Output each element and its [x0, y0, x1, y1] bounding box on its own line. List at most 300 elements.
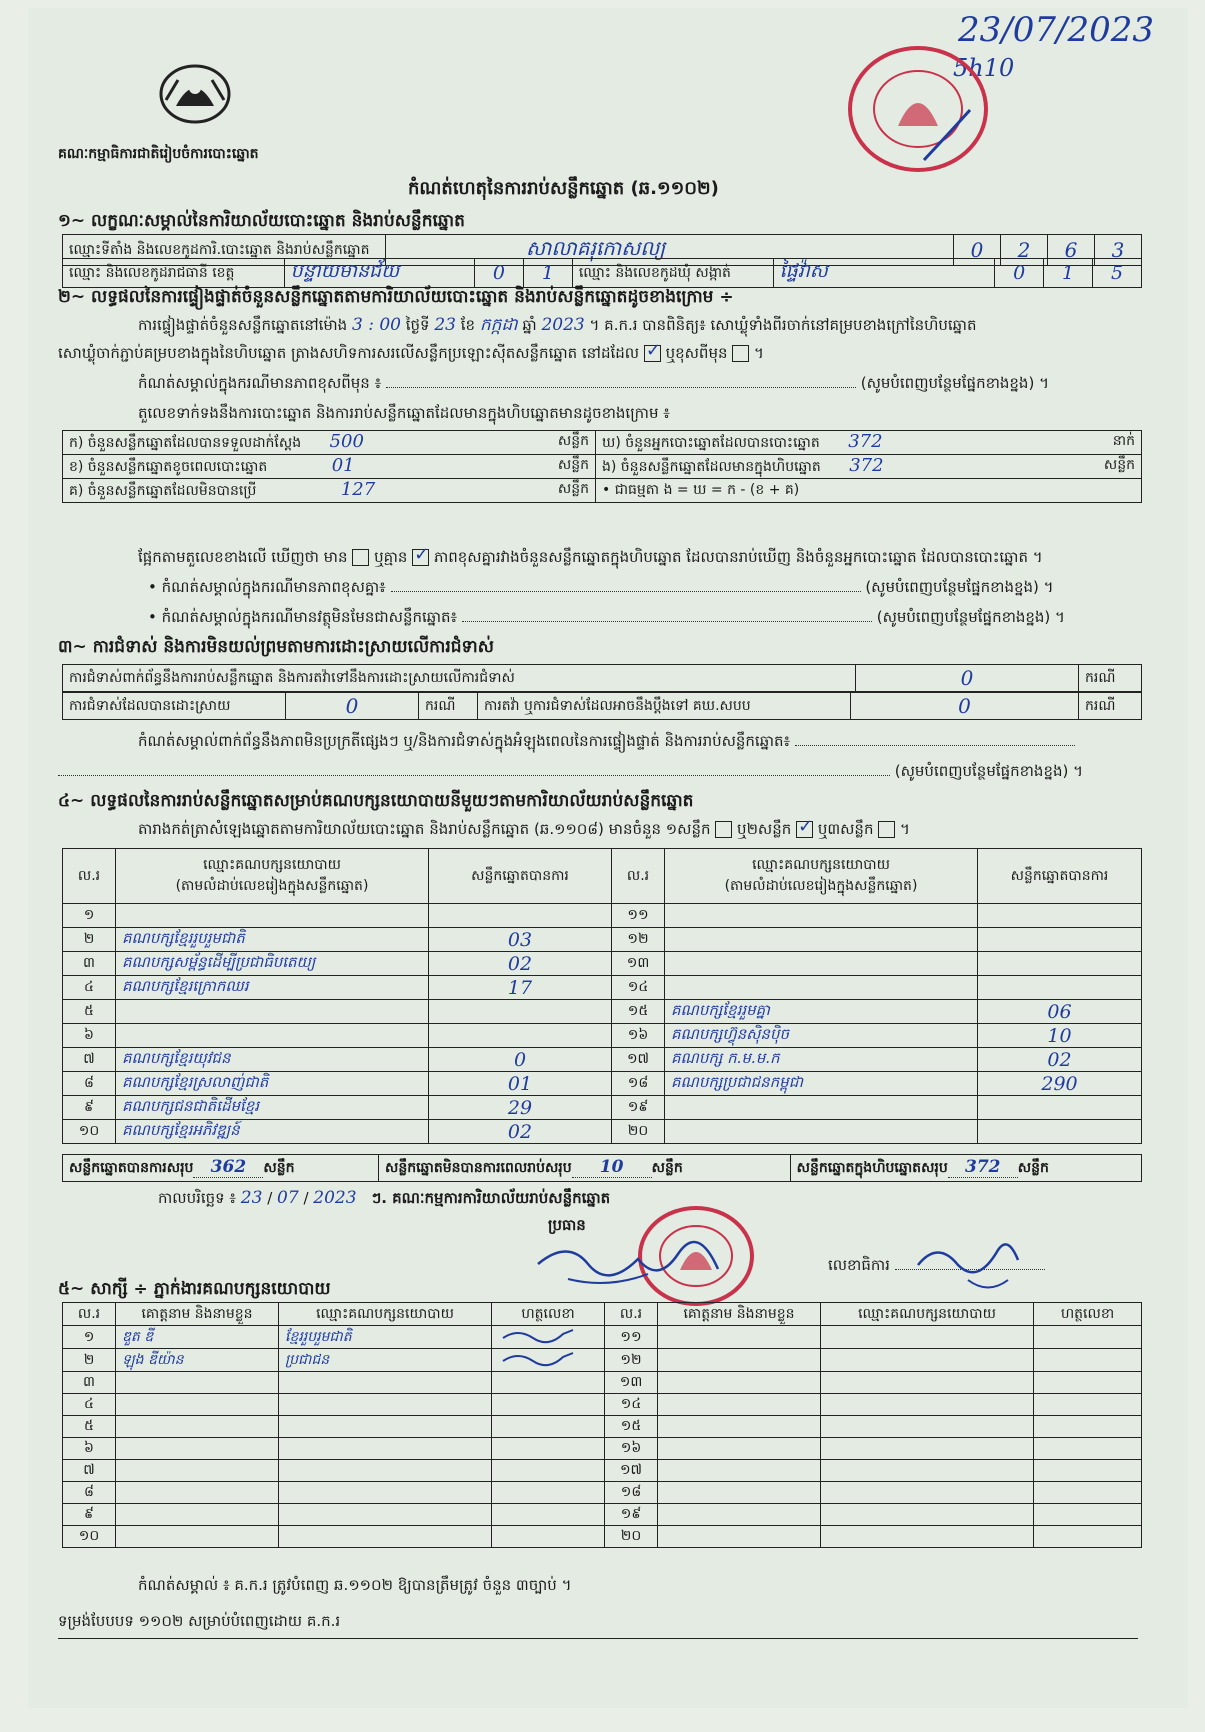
- compare-text: ផ្អែកតាមតួលេខខាងលើ ឃើញថា មាន: [138, 548, 348, 566]
- count-d-value: 372: [848, 431, 883, 452]
- col-name-header: គោត្តនាម និងនាមខ្លួន: [658, 1303, 821, 1326]
- section5-heading: ៥~ សាក្សី ÷ ភ្នាក់ងារគណបក្សនយោបាយ: [58, 1279, 331, 1299]
- province-digit: 0: [475, 259, 524, 288]
- party-name: គណបក្សខ្មែររួបរួមជាតិ: [116, 928, 429, 952]
- party-name: គណបក្សប្រជាជនកម្ពុជា: [665, 1072, 978, 1096]
- verification-text: ការផ្ទៀងផ្ទាត់ចំនួនសន្លឹកឆ្នោតនៅម៉ោង: [138, 316, 348, 334]
- witness-name: [116, 1482, 279, 1504]
- handwritten-time: 5h10: [953, 54, 1015, 82]
- total-invalid-value: 10: [572, 1157, 652, 1178]
- org-name: គណៈកម្មាធិការជាតិរៀបចំការបោះឆ្នោត: [58, 146, 259, 162]
- row-number: ៦: [63, 1024, 116, 1048]
- party-name: គណបក្ស ក.ម.ម.ក: [665, 1048, 978, 1072]
- bullet-foreign-object: [148, 608, 1065, 630]
- vote-count: [978, 976, 1142, 1000]
- table-row: [63, 928, 1142, 952]
- resolved-table: [62, 692, 1142, 720]
- total-invalid: [379, 1155, 791, 1182]
- count-e-value: 372: [849, 455, 884, 476]
- row-number: ២០: [612, 1120, 665, 1144]
- party-name: [665, 928, 978, 952]
- row-number: ១៩: [605, 1504, 658, 1526]
- witness-name: [116, 1416, 279, 1438]
- fill-note: (សូមបំពេញបន្ថែមផ្នែកខាងខ្នង) ។: [865, 578, 1054, 596]
- count-d: [596, 431, 1142, 455]
- row-number: ១២: [612, 928, 665, 952]
- commune-digit: 0: [995, 259, 1044, 288]
- three-sheets-checkbox[interactable]: [878, 821, 895, 838]
- party-name: គណបក្សសម្ព័ន្ធដើម្បីប្រជាធិបតេយ្យ: [116, 952, 429, 976]
- station-digit: 2: [1001, 235, 1048, 266]
- vote-count: 290: [978, 1072, 1142, 1096]
- totals-table: [62, 1154, 1142, 1182]
- witness-party: [279, 1504, 492, 1526]
- witness-name: [116, 1438, 279, 1460]
- total-box: [790, 1155, 1141, 1182]
- col-party-header: ឈ្មោះគណបក្សនយោបាយ: [821, 1303, 1034, 1326]
- witness-party: [279, 1372, 492, 1394]
- fill-note: (សូមបំពេញបន្ថែមផ្នែកខាងខ្នង) ។: [894, 762, 1084, 780]
- station-digit: 6: [1048, 235, 1095, 266]
- section1-heading: ១~ លក្ខណៈសម្គាល់នៃការិយាល័យបោះឆ្នោត និងរាប់សន្លឹកឆ្នោត: [58, 211, 465, 231]
- date-month: 07: [277, 1188, 299, 1208]
- table-row: [63, 1504, 1142, 1526]
- count-c-value: 127: [340, 479, 376, 500]
- bullet-difference: [148, 578, 1054, 600]
- day-value: 23: [434, 315, 456, 335]
- party-name: [116, 904, 429, 928]
- time-value: 3 : 00: [351, 315, 401, 335]
- changed-label: ឬខុសពីមុន: [665, 344, 728, 362]
- unit: សន្លឹក: [263, 1160, 295, 1176]
- results-table: [62, 848, 1142, 1144]
- note-dots: [386, 387, 856, 388]
- witness-name: [116, 1372, 279, 1394]
- witness-name: [116, 1394, 279, 1416]
- verification-line: [138, 314, 977, 339]
- seal-text: សោឃ្លុំចាក់ភ្ជាប់គម្របខាងក្នុងនៃហិបឆ្នោត ត្រាងសហិទការសរលើសន្លឹកប្រឡោះស៊ីតសន្លឹកឆ្នោត នៅដដែល: [58, 344, 640, 362]
- witness-name: [658, 1349, 821, 1372]
- changed-checkbox[interactable]: [732, 345, 749, 362]
- witness-party: [279, 1482, 492, 1504]
- three-sheets-label: ឬ៣សន្លឹក: [817, 820, 874, 838]
- vote-count: [978, 1096, 1142, 1120]
- vote-count: 02: [429, 1120, 612, 1144]
- table-row: [63, 1460, 1142, 1482]
- compare-text-end: ភាពខុសគ្នារវាងចំនួនសន្លឹកឆ្នោតក្នុងហិបឆ្នោត ដែលបានរាប់ឃើញ និងចំនួនអ្នកបោះឆ្នោត ដែលបានបោះឆ្នោត ។: [433, 548, 1043, 566]
- count-b-value: 01: [331, 455, 355, 476]
- table-row: [63, 1120, 1142, 1144]
- seal-emblem-icon: [852, 50, 984, 168]
- irregularity-note: [138, 732, 1075, 754]
- witness-signature: [492, 1416, 605, 1438]
- witness-party: [821, 1504, 1034, 1526]
- witness-signature: [1034, 1394, 1142, 1416]
- bullet2-label: • កំណត់សម្គាល់ក្នុងករណីមានវត្ថុមិនមែនជាសន្លឹកឆ្នោត៖: [148, 608, 458, 626]
- no-difference-checkbox[interactable]: [412, 549, 429, 566]
- count-c-label: គ) ចំនួនសន្លឹកឆ្នោតដែលមិនបានប្រើ: [69, 483, 257, 499]
- vote-count: 29: [429, 1096, 612, 1120]
- unit: សន្លឹក: [1017, 1160, 1049, 1176]
- irregularity-dots: [795, 745, 1075, 746]
- year-label: ឆ្នាំ: [522, 316, 537, 334]
- row-number: ១៥: [605, 1416, 658, 1438]
- irregularity-dots: [58, 775, 890, 776]
- party-name: [665, 976, 978, 1000]
- vote-count: 17: [429, 976, 612, 1000]
- party-name: [116, 1024, 429, 1048]
- witness-signature: [1034, 1326, 1142, 1349]
- total-valid: [63, 1155, 379, 1182]
- appeal-value: 0: [851, 693, 1079, 720]
- col-party-title: ឈ្មោះគណបក្សនយោបាយ: [203, 857, 341, 873]
- total-box-value: 372: [948, 1157, 1018, 1178]
- col-sign-header: ហត្ថលេខា: [1034, 1303, 1142, 1326]
- col-sign-header: ហត្ថលេខា: [492, 1303, 605, 1326]
- vote-count: [429, 1000, 612, 1024]
- section4-heading: ៤~ លទ្ធផលនៃការរាប់សន្លឹកឆ្នោតសម្រាប់គណបក្សនយោបាយនីមួយៗតាមការិយាល័យរាប់សន្លឹកឆ្នោត: [58, 791, 694, 811]
- counts-table: [62, 430, 1142, 503]
- table-row: [63, 1000, 1142, 1024]
- chair-label: ប្រធាន: [548, 1216, 586, 1234]
- table-row: [63, 904, 1142, 928]
- party-name: គណបក្សជនជាតិដើមខ្មែរ: [116, 1096, 429, 1120]
- table-row: [63, 1072, 1142, 1096]
- witness-party: [279, 1438, 492, 1460]
- commune-digit: 5: [1093, 259, 1142, 288]
- row-number: ៥: [63, 1000, 116, 1024]
- col-no-header: ល.រ: [612, 849, 665, 904]
- signature-icon: [498, 1349, 578, 1367]
- party-name: [665, 952, 978, 976]
- form-title: កំណត់ហេតុនៃការរាប់សន្លឹកឆ្នោត (ឆ.១១០២): [408, 178, 719, 199]
- location-table: [62, 258, 1142, 288]
- same-checkbox[interactable]: [644, 345, 661, 362]
- witness-signature: [1034, 1438, 1142, 1460]
- col-party-header: [665, 849, 978, 904]
- irregularity-note-2: [58, 762, 1083, 784]
- col-party-header: ឈ្មោះគណបក្សនយោបាយ: [279, 1303, 492, 1326]
- vote-count: 06: [978, 1000, 1142, 1024]
- witness-signature: [1034, 1460, 1142, 1482]
- party-name: គណបក្សខ្មែរអភិវឌ្ឍន៍: [116, 1120, 429, 1144]
- witness-name: [658, 1526, 821, 1548]
- witness-party: [279, 1416, 492, 1438]
- witness-signature: [1034, 1372, 1142, 1394]
- station-digit: 3: [1095, 235, 1142, 266]
- objection-value: 0: [856, 665, 1079, 692]
- unit: សន្លឹក: [1103, 457, 1135, 473]
- count-c: [63, 479, 596, 503]
- party-name: [665, 904, 978, 928]
- table-row: [63, 1482, 1142, 1504]
- table-row: [63, 1394, 1142, 1416]
- section3-heading: ៣~ ការជំទាស់ និងការមិនយល់ព្រមតាមការដោះស្រាយលើការជំទាស់: [58, 637, 494, 657]
- witness-signature: [492, 1394, 605, 1416]
- date-line: កាលបរិច្ឆេទ ៖ 23 / 07 / 2023 ៗ. គណៈកម្មការការិយាល័យរាប់សន្លឹកឆ្នោត: [158, 1188, 611, 1208]
- row-number: ១៩: [612, 1096, 665, 1120]
- unit: នាក់: [1112, 433, 1135, 449]
- row-number: ១៤: [605, 1394, 658, 1416]
- count-b: [63, 455, 596, 479]
- total-box-label: សន្លឹកឆ្នោតក្នុងហិបឆ្នោតសរុប: [796, 1160, 948, 1176]
- party-name: គណបក្សខ្មែរយុវជន: [116, 1048, 429, 1072]
- vote-count: [978, 952, 1142, 976]
- one-sheet-checkbox[interactable]: [715, 821, 732, 838]
- witness-party: [821, 1482, 1034, 1504]
- witness-name: [658, 1460, 821, 1482]
- witness-signature: [1034, 1526, 1142, 1548]
- col-no-header: ល.រ: [63, 1303, 116, 1326]
- witness-name: [116, 1460, 279, 1482]
- commune-digit: 1: [1044, 259, 1093, 288]
- col-party-subtitle: (តាមលំដាប់លេខរៀងក្នុងសន្លឹកឆ្នោត): [175, 878, 369, 894]
- row-number: ១១: [612, 904, 665, 928]
- unit-case: ករណី: [419, 693, 478, 720]
- row-number: ១៧: [612, 1048, 665, 1072]
- table-row: [63, 1438, 1142, 1460]
- date-year: 2023: [313, 1188, 357, 1208]
- secretary-signature-icon: [908, 1230, 1028, 1300]
- two-sheets-label: ឬ២សន្លឹក: [737, 820, 792, 838]
- col-no-header: ល.រ: [605, 1303, 658, 1326]
- row-number: ៩: [63, 1096, 116, 1120]
- party-name: [665, 1120, 978, 1144]
- footer-text: ទម្រង់បែបបទ ១១០២ សម្រាប់បំពេញដោយ គ.ក.រ: [58, 1612, 1138, 1639]
- vote-count: [429, 904, 612, 928]
- witness-signature: [492, 1326, 605, 1349]
- province-value: បន្ទាយមានជ័យ: [284, 259, 474, 288]
- secretary-label: លេខាធិការ: [828, 1256, 890, 1274]
- table-row: [63, 1048, 1142, 1072]
- irregularity-label: កំណត់សម្គាល់ពាក់ព័ន្ធនឹងភាពមិនប្រក្រតីផ្សេងៗ ឬ/និងការជំទាស់ក្នុងអំឡុងពេលនៃការផ្ទៀងផ្ទាត់ និងការរាប់សន្លឹកឆ្នោត៖: [138, 732, 791, 750]
- count-a-label: ក) ចំនួនសន្លឹកឆ្នោតដែលបានទទួលដាក់ស្តែង: [69, 435, 302, 451]
- row-number: ១៨: [612, 1072, 665, 1096]
- station-value: សាលាគរុកោសល្យ: [386, 235, 954, 266]
- signature-icon: [498, 1326, 578, 1344]
- total-valid-label: សន្លឹកឆ្នោតបានការសរុប: [69, 1160, 194, 1176]
- station-digit: 0: [954, 235, 1001, 266]
- unit: សន្លឹក: [557, 457, 589, 473]
- col-votes-header: សន្លឹកឆ្នោតបានការ: [978, 849, 1142, 904]
- committee-label: ៗ. គណៈកម្មការការិយាល័យរាប់សន្លឹកឆ្នោត: [371, 1189, 611, 1207]
- count-a: [63, 431, 596, 455]
- unit: សន្លឹក: [557, 481, 589, 497]
- witness-table: [62, 1302, 1142, 1548]
- row-number: ១៤: [612, 976, 665, 1000]
- date-label: កាលបរិច្ឆេទ ៖: [158, 1189, 237, 1207]
- col-votes-header: សន្លឹកឆ្នោតបានការ: [429, 849, 612, 904]
- difference-line: [138, 548, 1043, 570]
- witness-name: [658, 1416, 821, 1438]
- witness-party: [279, 1526, 492, 1548]
- witness-signature: [1034, 1416, 1142, 1438]
- row-number: ៩: [63, 1504, 116, 1526]
- party-name: គណបក្សខ្មែររួមគ្នា: [665, 1000, 978, 1024]
- row-number: ៦: [63, 1438, 116, 1460]
- row-number: ២: [63, 1349, 116, 1372]
- party-name: គណបក្សខ្មែរស្រលាញ់ជាតិ: [116, 1072, 429, 1096]
- row-number: ៣: [63, 1372, 116, 1394]
- witness-party: [821, 1416, 1034, 1438]
- section2-heading: ២~ លទ្ធផលនៃការផ្ទៀងផ្ទាត់ចំនួនសន្លឹកឆ្នោតតាមការិយាល័យបោះឆ្នោត និងរាប់សន្លឹកឆ្នោតដូចខាងក្រោម ÷: [58, 287, 734, 307]
- witness-party: [821, 1460, 1034, 1482]
- bullet1-label: • កំណត់សម្គាល់ក្នុងករណីមានភាពខុសគ្នា៖: [148, 578, 386, 596]
- row-number: ១៣: [612, 952, 665, 976]
- row-number: ១៨: [605, 1482, 658, 1504]
- witness-name: [658, 1504, 821, 1526]
- count-a-value: 500: [329, 431, 364, 452]
- row-number: ៨: [63, 1482, 116, 1504]
- seal-line: សោឃ្លុំចាក់ភ្ជាប់គម្របខាងក្នុងនៃហិបឆ្នោត ត្រាងសហិទការសរលើសន្លឹកប្រឡោះស៊ីតសន្លឹកឆ្នោត នៅដដែល ✓ ឬខុសពីមុន ។: [58, 344, 764, 366]
- witness-party: [821, 1394, 1034, 1416]
- fill-note: (សូមបំពេញបន្ថែមផ្នែកខាងខ្នង) ។: [860, 374, 1049, 392]
- table-row: [63, 952, 1142, 976]
- table-row: [63, 1096, 1142, 1120]
- objections-table: [62, 664, 1142, 692]
- bullet1-dots: [391, 591, 861, 592]
- verification-text-end: ។ គ.ក.រ បានពិនិត្យ៖ សោឃ្លុំទាំងពីរចាក់នៅគម្របខាងក្រៅនៃហិបឆ្នោត: [589, 316, 977, 334]
- count-d-label: ឃ) ចំនួនអ្នកបោះឆ្នោតដែលបានបោះឆ្នោត: [602, 435, 820, 451]
- handwritten-date: 23/07/2023: [958, 10, 1154, 50]
- vote-count: [429, 1024, 612, 1048]
- witness-party: [821, 1438, 1034, 1460]
- unit: សន្លឹក: [651, 1160, 683, 1176]
- nec-emblem-icon: [156, 60, 234, 128]
- table-row: [63, 1024, 1142, 1048]
- witness-signature: [492, 1526, 605, 1548]
- formula: • ជាធម្មតា ង = ឃ = ក - (ខ + គ): [596, 479, 1142, 503]
- month-label: ខែ: [460, 316, 476, 334]
- row-number: ៥: [63, 1416, 116, 1438]
- witness-note: កំណត់សម្គាល់ ៖ គ.ក.រ ត្រូវបំពេញ ឆ.១១០២ ឱ្យបានត្រឹមត្រូវ ចំនួន ៣ច្បាប់ ។: [138, 1576, 572, 1594]
- two-sheets-checkbox[interactable]: [796, 821, 813, 838]
- row-number: ១៥: [612, 1000, 665, 1024]
- row-number: ២: [63, 928, 116, 952]
- table-row: [63, 1326, 1142, 1349]
- resolved-label: ការជំទាស់ដែលបានដោះស្រាយ: [63, 693, 286, 720]
- witness-party: [821, 1526, 1034, 1548]
- witness-name: ឡុង ឌីយ៉ាន: [116, 1349, 279, 1372]
- day-label: ថ្ងៃទី: [405, 316, 430, 334]
- witness-party: [279, 1394, 492, 1416]
- count-e: [596, 455, 1142, 479]
- party-name: [665, 1096, 978, 1120]
- row-number: ១២: [605, 1349, 658, 1372]
- note-label: កំណត់សម្គាល់ក្នុងករណីមានភាពខុសពីមុន ៖: [138, 374, 382, 392]
- total-invalid-label: សន្លឹកឆ្នោតមិនបានការពេលរាប់សរុប: [385, 1160, 572, 1176]
- witness-signature: [492, 1482, 605, 1504]
- vote-count: 02: [978, 1048, 1142, 1072]
- table-row: [63, 1416, 1142, 1438]
- col-party-subtitle: (តាមលំដាប់លេខរៀងក្នុងសន្លឹកឆ្នោត): [724, 878, 918, 894]
- witness-name: [116, 1526, 279, 1548]
- row-number: ៨: [63, 1072, 116, 1096]
- col-party-title: ឈ្មោះគណបក្សនយោបាយ: [752, 857, 890, 873]
- note-difference: [138, 374, 1049, 396]
- row-number: ១០: [63, 1526, 116, 1548]
- witness-signature: [1034, 1482, 1142, 1504]
- witness-name: ឌួត ឌី: [116, 1326, 279, 1349]
- witness-name: [658, 1326, 821, 1349]
- witness-name: [116, 1504, 279, 1526]
- vote-count: 01: [429, 1072, 612, 1096]
- unit: សន្លឹក: [557, 433, 589, 449]
- vote-count: 03: [429, 928, 612, 952]
- party-name: [116, 1000, 429, 1024]
- row-number: ១៧: [605, 1460, 658, 1482]
- witness-party: ខ្មែររួបរួមជាតិ: [279, 1326, 492, 1349]
- party-name: គណបក្សហ៊្វុនស៊ិនប៉ិច: [665, 1024, 978, 1048]
- witness-party: [821, 1326, 1034, 1349]
- row-number: ១៣: [605, 1372, 658, 1394]
- row-number: ១១: [605, 1326, 658, 1349]
- row-number: ១: [63, 1326, 116, 1349]
- appeal-label: ការតវ៉ា ឬការជំទាស់ដែលអាចនឹងប្តឹងទៅ គឃ.សបប: [478, 693, 851, 720]
- col-name-header: គោត្តនាម និងនាមខ្លួន: [116, 1303, 279, 1326]
- witness-name: [658, 1372, 821, 1394]
- province-label: ឈ្មោះ និងលេខកូដរាជធានី ខេត្ត: [63, 259, 285, 288]
- witness-signature: [492, 1349, 605, 1372]
- witness-signature: [1034, 1349, 1142, 1372]
- row-number: ៤: [63, 1394, 116, 1416]
- row-number: ២០: [605, 1526, 658, 1548]
- count-e-label: ង) ចំនួនសន្លឹកឆ្នោតដែលមានក្នុងហិបឆ្នោត: [602, 459, 821, 475]
- date-day: 23: [240, 1188, 263, 1208]
- witness-party: [821, 1349, 1034, 1372]
- form-page: [28, 8, 1188, 1708]
- bullet2-dots: [462, 621, 872, 622]
- tally-intro: តារាងកត់ត្រាសំឡេងឆ្នោតតាមការិយាល័យបោះឆ្នោត និងរាប់សន្លឹកឆ្នោត (ឆ.១១០៨) មានចំនួន ១សន្លឹក: [138, 820, 711, 838]
- commune-label: ឈ្មោះ និងលេខកូដឃុំ សង្កាត់: [572, 259, 773, 288]
- row-number: ៤: [63, 976, 116, 1000]
- objection-label: ការជំទាស់ពាក់ព័ន្ធនឹងការរាប់សន្លឹកឆ្នោត និងការតវ៉ាទៅនឹងការដោះស្រាយលើការជំទាស់: [63, 665, 856, 692]
- count-b-label: ខ) ចំនួនសន្លឹកឆ្នោតខូចពេលបោះឆ្នោត: [69, 459, 268, 475]
- vote-count: [978, 928, 1142, 952]
- row-number: ៧: [63, 1460, 116, 1482]
- witness-signature: [492, 1372, 605, 1394]
- chair-signature-icon: [528, 1234, 728, 1294]
- witness-party: ប្រជាជន: [279, 1349, 492, 1372]
- witness-signature: [492, 1438, 605, 1460]
- has-difference-checkbox[interactable]: [352, 549, 369, 566]
- unit-case: ករណី: [1079, 693, 1142, 720]
- total-valid-value: 362: [193, 1157, 263, 1178]
- col-party-header: [116, 849, 429, 904]
- figures-intro: តួលេខទាក់ទងនឹងការបោះឆ្នោត និងការរាប់សន្លឹកឆ្នោតដែលមានក្នុងហិបឆ្នោតមានដូចខាងក្រោម ៖: [138, 404, 670, 422]
- witness-party: [821, 1372, 1034, 1394]
- province-digit: 1: [523, 259, 572, 288]
- party-name: គណបក្សខ្មែរក្រោកឈរ: [116, 976, 429, 1000]
- witness-signature: [492, 1504, 605, 1526]
- row-number: ១០: [63, 1120, 116, 1144]
- witness-signature: [1034, 1504, 1142, 1526]
- year-value: 2023: [541, 315, 585, 335]
- vote-count: 0: [429, 1048, 612, 1072]
- table-row: [63, 1349, 1142, 1372]
- row-number: ៣: [63, 952, 116, 976]
- vote-count: [978, 904, 1142, 928]
- table-row: [63, 1526, 1142, 1548]
- row-number: ១៦: [605, 1438, 658, 1460]
- unit-case: ករណី: [1079, 665, 1142, 692]
- row-number: ១: [63, 904, 116, 928]
- month-value: កក្កដា: [479, 315, 518, 335]
- witness-name: [658, 1482, 821, 1504]
- table-row: [63, 1372, 1142, 1394]
- commune-value: ផ្ទៃវ៉ាស: [773, 259, 995, 288]
- resolved-value: 0: [286, 693, 419, 720]
